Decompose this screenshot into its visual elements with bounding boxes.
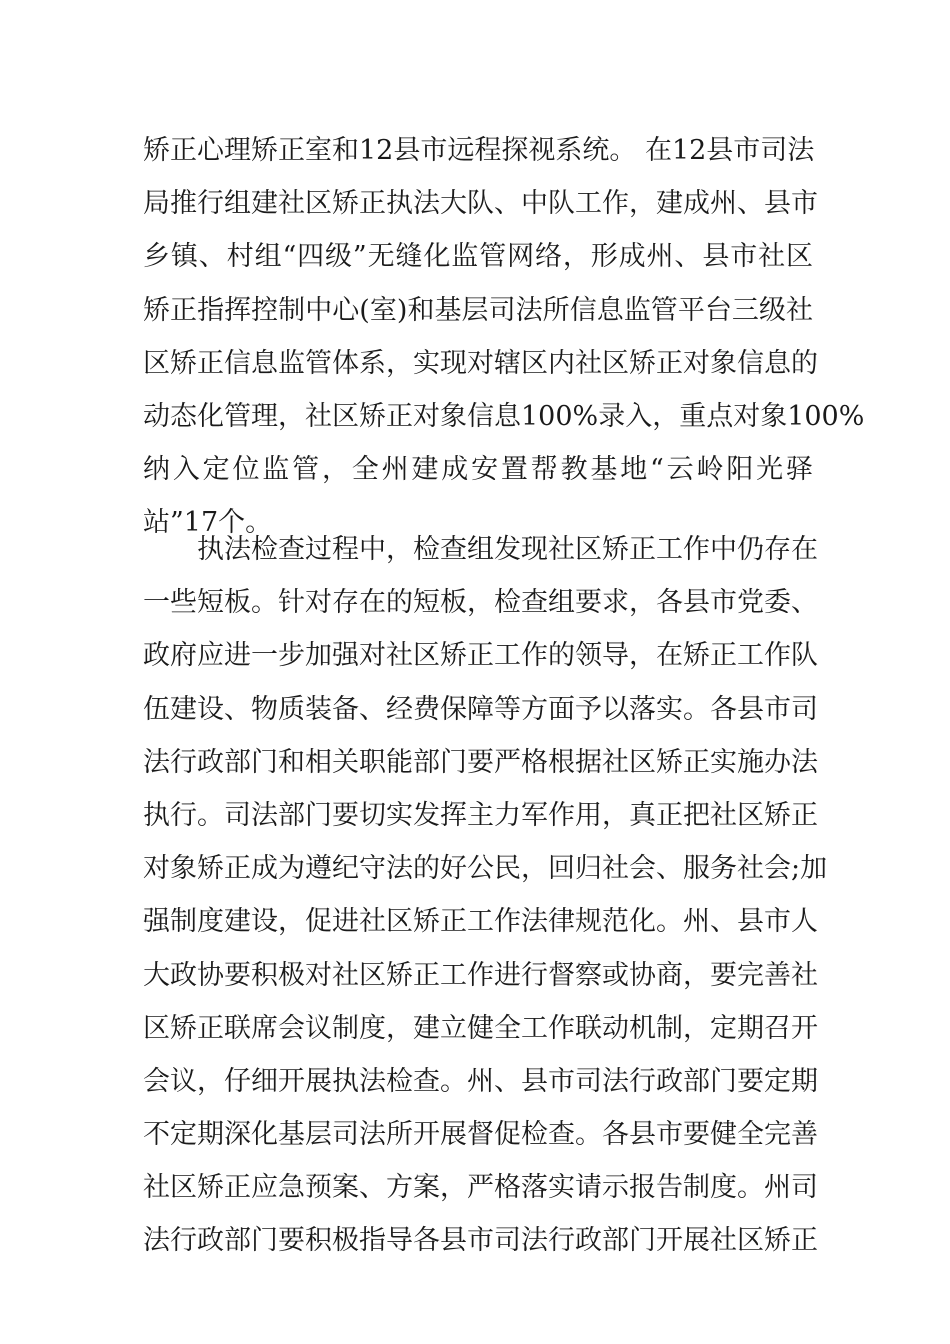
paragraph-line: 政府应进一步加强对社区矫正工作的领导，在矫正工作队 (143, 640, 818, 672)
paragraph-line: 区矫正联席会议制度，建立健全工作联动机制，定期召开 (143, 1012, 818, 1044)
paragraph-line: 法行政部门和相关职能部门要严格根据社区矫正实施办法 (143, 746, 818, 778)
paragraph-line: 伍建设、物质装备、经费保障等方面予以落实。各县市司 (143, 693, 818, 725)
paragraph-line: 乡镇、村组“四级”无缝化监管网络，形成州、县市社区 (143, 241, 813, 273)
paragraph-line: 局推行组建社区矫正执法大队、中队工作，建成州、县市 (143, 188, 818, 220)
paragraph-line: 社区矫正应急预案、方案，严格落实请示报告制度。州司 (143, 1172, 818, 1204)
paragraph-line: 矫正指挥控制中心(室)和基层司法所信息监管平台三级社 (143, 294, 813, 326)
paragraph-1 (143, 131, 865, 557)
paragraph-line: 一些短板。针对存在的短板，检查组要求，各县市党委、 (143, 587, 818, 619)
paragraph-line: 执行。司法部门要切实发挥主力军作用，真正把社区矫正 (143, 799, 818, 831)
paragraph-line: 法行政部门要积极指导各县市司法行政部门开展社区矫正 (143, 1225, 818, 1257)
paragraph-line: 动态化管理，社区矫正对象信息100%录入，重点对象100% (143, 400, 865, 432)
paragraph-2 (143, 530, 828, 1275)
paragraph-line: 执法检查过程中，检查组发现社区矫正工作中仍存在 (197, 534, 818, 565)
paragraph-line: 区矫正信息监管体系，实现对辖区内社区矫正对象信息的 (143, 347, 818, 379)
paragraph-line: 大政协要积极对社区矫正工作进行督察或协商，要完善社 (143, 959, 818, 991)
paragraph-line: 对象矫正成为遵纪守法的好公民，回归社会、服务社会;加 (143, 853, 828, 885)
paragraph-line: 强制度建设，促进社区矫正工作法律规范化。州、县市人 (143, 906, 818, 938)
paragraph-line: 矫正心理矫正室和12县市远程探视系统。 在12县市司法 (143, 135, 815, 166)
paragraph-line: 站”17个。 (143, 507, 273, 539)
paragraph-line: 不定期深化基层司法所开展督促检查。各县市要健全完善 (143, 1119, 818, 1151)
paragraph-line: 会议，仔细开展执法检查。州、县市司法行政部门要定期 (143, 1065, 818, 1097)
paragraph-line: 纳入定位监管，全州建成安置帮教基地“云岭阳光驿 (143, 454, 813, 486)
